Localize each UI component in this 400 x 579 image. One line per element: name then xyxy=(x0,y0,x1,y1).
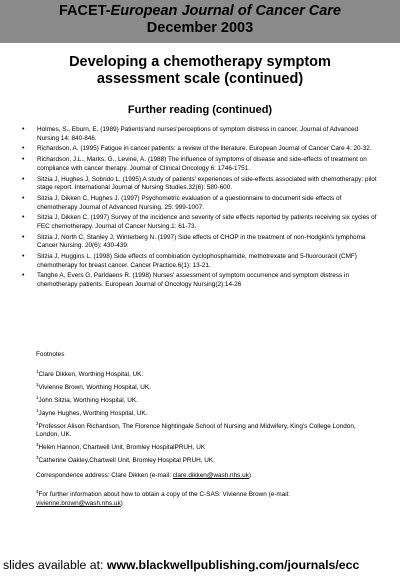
reference-item: • Sitzia J, Huggins L. (1998) Side effects of combination cyclophosphamide, methotrexate and 5-fluorouracil (CMF) chemotherapy for breast cancer. Cancer Practice.6(1): 13-21. xyxy=(22,253,380,270)
correspondence-end: ) xyxy=(248,471,252,479)
further-info-end: ) xyxy=(120,499,123,507)
footnote-marker: 1 xyxy=(36,368,39,374)
footnote-text: Clare Dikken, Worthing Hospital, UK. xyxy=(38,370,144,378)
footnote-marker: 3 xyxy=(36,455,39,460)
footnote-text: John Sitzia, Worthing Hospital, UK. xyxy=(38,396,138,404)
correspondence-label: Correspondence address: Clare Dikken (e-mail: xyxy=(36,471,173,479)
correspondence-address xyxy=(36,472,376,481)
page-title-line-1: Developing a chemotherapy symptom xyxy=(69,54,331,70)
section-subtitle: Further reading (continued) xyxy=(127,104,273,116)
reference-item: • Sitzia J, Hughes J, Sobrido L. (1995) A study of patients' experiences of side-effects associated with chemotherapy: pilot stage report. International Journal of Nursing Studies.32(6): 580-600. xyxy=(22,176,380,193)
footer-label: slides available at: xyxy=(3,558,107,572)
footnote-item xyxy=(36,457,376,466)
footnote-marker: 4 xyxy=(36,489,39,494)
footnote-item xyxy=(36,381,376,393)
footnote-marker: 1 xyxy=(36,381,39,387)
reference-item: • Richardson, A. (1995) Fatigue in cancer patients: a review of the literature. European Journal of Cancer Care 4: 20-32. xyxy=(22,145,380,154)
further-info-text: For further information about how to obtain a copy of the C-SAS: Vivienne Brown (e-mail: xyxy=(38,491,290,498)
page-title xyxy=(20,54,380,88)
footnote-item xyxy=(36,394,376,406)
further-info-email-link[interactable]: vivienne.brown@wash.nhs.uk xyxy=(36,499,121,507)
journal-name: European Journal of Cancer Care xyxy=(110,3,341,19)
footnote-item xyxy=(36,407,376,419)
journal-prefix: FACET- xyxy=(58,3,111,19)
journal-header xyxy=(0,0,400,43)
footnote-marker: 3 xyxy=(36,442,39,447)
slides-footer xyxy=(3,558,400,572)
footnote-item xyxy=(36,444,376,453)
reference-item: • Sitzia J, Dikken C. (1997) Survey of the incidence and severity of side effects reported by patients receiving six cycles of FEC chemotherapy. Journal of Cancer Nursing.1: 61-73. xyxy=(22,214,380,231)
reference-item: • Holmes, S., Eburn, E. (1989) Patients'and nurses'perceptions of symptom distress in cancer. Journal of Advanced Nursing 14: 840-846. xyxy=(22,126,380,143)
footnote-text: Catherine Oakley,Chartwell Unit, Bromley Hospital PRUH, UK. xyxy=(38,457,215,464)
footnotes-section xyxy=(36,351,376,508)
correspondence-email-link[interactable]: clare.dikken@wash.nhs.uk xyxy=(172,471,249,479)
issue-date: December 2003 xyxy=(146,20,254,36)
footnote-item xyxy=(36,420,376,440)
reference-item: • Tanghe A, Evers G, Parldaens R. (1998) Nurses' assessment of symptom occurrence and symptom distress in chemotherapy patients. European Journal of Oncology Nursing(2):14-26 xyxy=(22,272,380,289)
reference-list xyxy=(22,126,380,292)
footnote-marker: 2 xyxy=(36,420,39,426)
reference-item: • Sitzia J, Dikken C, Hughes J. (1997) Psychometric evaluation of a questionnaire to document side effects of chemotherapy Journal of Advanced Nursing. 25: 999-1007. xyxy=(22,195,380,212)
page-title-line-2: assessment scale (continued) xyxy=(96,71,304,87)
footnote-marker: 1 xyxy=(36,407,39,413)
footer-url-link[interactable]: www.blackwellpublishing.com/journals/ecc xyxy=(106,558,360,572)
footnote-marker: 1 xyxy=(36,394,39,400)
journal-title xyxy=(0,0,400,20)
reference-item: • Sitzia J, North C, Stanley J, Winterberg N. (1997) Side effects of CHOP in the treatment of non-Hodgkin's lymphoma Cancer Nursing. 20(6): 430-439. xyxy=(22,234,380,251)
further-info-note xyxy=(36,491,376,508)
reference-item: • Richardson, J.L., Marks, G., Levine, A. (1988) The influence of symptoms of disease and side-effects of treatment on compliance with cancer therapy. Journal of Clinical Oncology 6: 1746-1751. xyxy=(22,156,380,173)
footnote-text: Vivienne Brown, Worthing Hospital, UK. xyxy=(38,383,151,391)
footnote-item xyxy=(36,368,376,380)
footnote-text: Jayne Hughes, Worthing Hospital, UK. xyxy=(38,409,148,417)
footnotes-title: Footnotes xyxy=(36,351,65,358)
footnote-text: Professor Alison Richardson, The Florence Nightingale School of Nursing and Midwifery, King's College London, London, UK. xyxy=(36,422,356,438)
footnote-text: Helen Hannon, Chartwell Unit, Bromley HospitalPRUH, UK xyxy=(38,444,206,451)
